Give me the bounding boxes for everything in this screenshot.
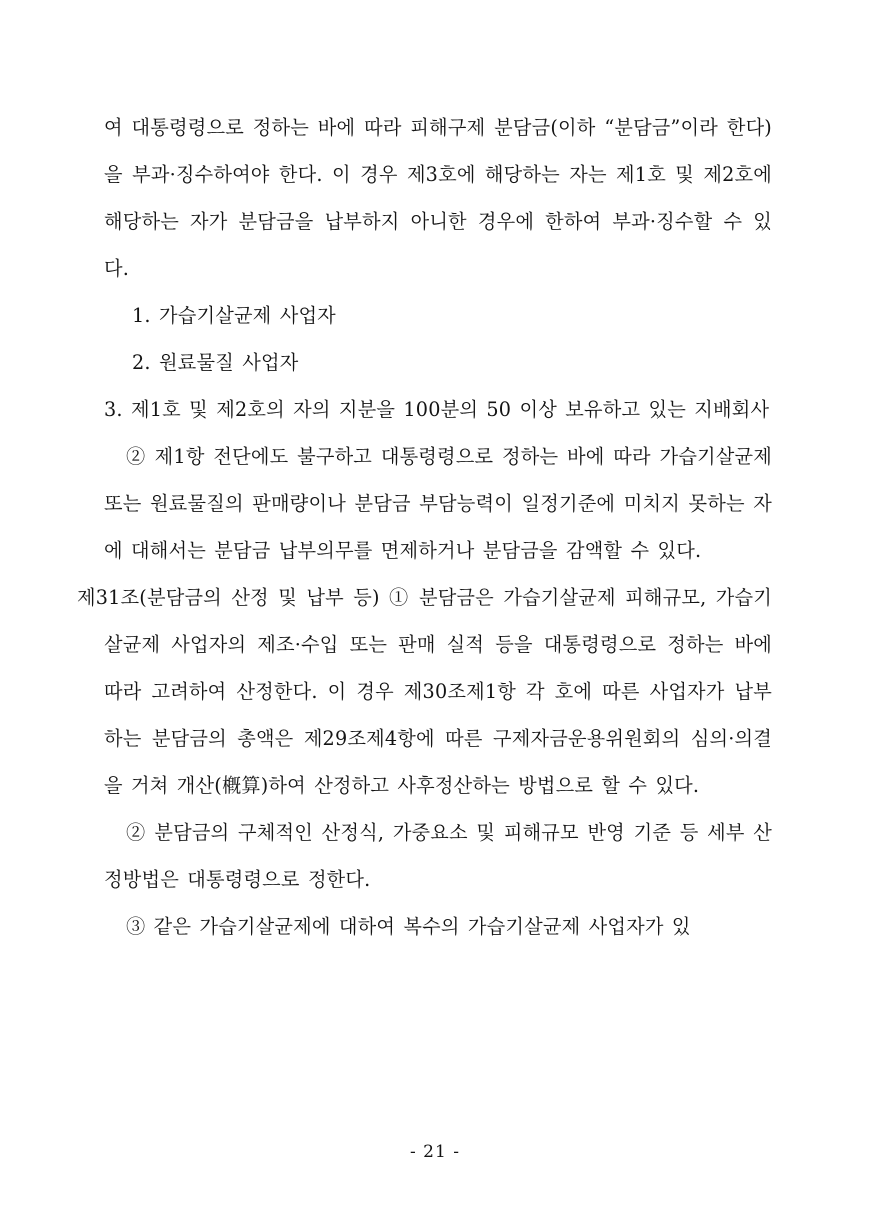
clause-paragraph: ② 분담금의 구체적인 산정식, 가중요소 및 피해규모 반영 기준 등 세부 산정방법은 대통령령으로 정한다.	[104, 821, 772, 891]
page-body	[77, 104, 772, 950]
article-heading-paragraph: 제31조(분담금의 산정 및 납부 등) ① 분담금은 가습기살균제 피해규모, 가습기살균제 사업자의 제조·수입 또는 판매 실적 등을 대통령령으로 정하는 바에 따라 고려하여 산정한다. 이 경우 제30조제1항 각 호에 따른 사업자가 납부하는 분담금의 총액은 제29조제4항에 따른 구제자금운용위원회의 심의·의결을 거쳐 개산(槪算)하여 산정하고 사후정산하는 방법으로 할 수 있다.	[77, 586, 772, 797]
list-item: 2. 원료물질 사업자	[132, 351, 299, 374]
page-number: - 21 -	[410, 1142, 460, 1162]
paragraph-continued: 여 대통령령으로 정하는 바에 따라 피해구제 분담금(이하 “분담금”이라 한다)을 부과·징수하여야 한다. 이 경우 제3호에 해당하는 자는 제1호 및 제2호에 해당하는 자가 분담금을 납부하지 아니한 경우에 한하여 부과·징수할 수 있다.	[104, 116, 772, 280]
clause-paragraph: ③ 같은 가습기살균제에 대하여 복수의 가습기살균제 사업자가 있	[126, 915, 691, 938]
list-item: 1. 가습기살균제 사업자	[132, 304, 336, 327]
clause-paragraph: ② 제1항 전단에도 불구하고 대통령령으로 정하는 바에 따라 가습기살균제 또는 원료물질의 판매량이나 분담금 부담능력이 일정기준에 미치지 못하는 자에 대해서는 분담금 납부의무를 면제하거나 분담금을 감액할 수 있다.	[104, 445, 772, 562]
list-item: 3. 제1호 및 제2호의 자의 지분을 100분의 50 이상 보유하고 있는 지배회사	[104, 398, 770, 421]
